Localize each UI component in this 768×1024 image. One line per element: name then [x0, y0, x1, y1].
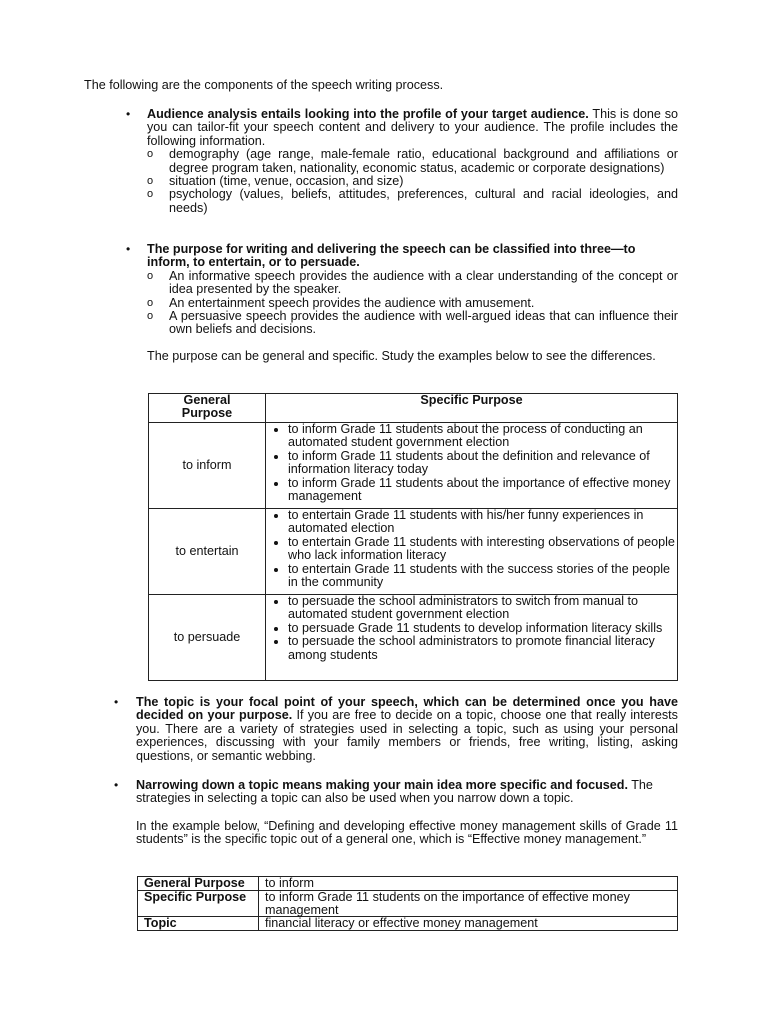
table-row: [138, 917, 678, 931]
topic-table: [137, 876, 678, 931]
purpose-item: [147, 270, 678, 297]
audience-section: [147, 108, 678, 215]
list-item: • to inform Grade 11 students about the process of conducting an automated student government election: [288, 423, 677, 450]
narrowing-heading: Narrowing down a topic means making your main idea more specific and focused.: [136, 778, 628, 792]
narrowing-paragraph: [136, 779, 678, 806]
table-row: [138, 877, 678, 891]
table-row: [138, 890, 678, 917]
narrowing-body: The strategies in selecting a topic can also be used when you narrow down a topic.: [136, 778, 653, 806]
general-purpose-cell: to persuade: [149, 595, 266, 681]
audience-heading: Audience analysis entails looking into the profile of your target audience.: [147, 107, 589, 121]
circle-bullet-icon: o: [147, 296, 154, 309]
purpose-item-text: A persuasive speech provides the audience with well-argued ideas that can influence their own beliefs and decisions.: [169, 309, 678, 337]
topic-table-label: Specific Purpose: [138, 890, 259, 917]
purpose-heading: The purpose for writing and delivering the speech can be classified into three—to inform, to entertain, or to persuade.: [147, 242, 636, 270]
circle-bullet-icon: o: [147, 310, 154, 323]
list-item: • to entertain Grade 11 students with his/her funny experiences in automated election: [288, 509, 677, 536]
audience-paragraph: [147, 108, 678, 148]
specific-purpose-cell: [266, 509, 678, 595]
table-header-specific: Specific Purpose: [266, 394, 678, 423]
bullet-icon: •: [126, 107, 131, 121]
audience-item: [147, 148, 678, 175]
narrowing-section: [136, 779, 678, 847]
topic-table-value: financial literacy or effective money management: [259, 917, 678, 931]
list-item: • to persuade Grade 11 students to develop information literacy skills: [288, 622, 677, 635]
audience-body: This is done so you can tailor-fit your speech content and delivery to your audience. The profile includes the following information.: [147, 107, 678, 148]
table-row: [149, 423, 678, 509]
audience-item-text: psychology (values, beliefs, attitudes, preferences, cultural and racial ideologies, and needs): [169, 187, 678, 215]
topic-table-value: to inform Grade 11 students on the importance of effective money management: [259, 890, 678, 917]
specific-purpose-cell: [266, 595, 678, 681]
purpose-note: The purpose can be general and specific. Study the examples below to see the differences.: [147, 348, 656, 363]
purpose-item: [147, 297, 678, 310]
topic-body: If you are free to decide on a topic, choose one that really interests you. There are a variety of strategies used in selecting a topic, such as using your personal experiences, discussing with your family members or friends, free writing, listing, asking questions, or semantic webbing.: [136, 708, 678, 763]
list-item: • to inform Grade 11 students about the importance of effective money management: [288, 477, 677, 504]
table-header-row: [149, 394, 678, 423]
topic-table-label: General Purpose: [138, 877, 259, 891]
general-purpose-cell: to entertain: [149, 509, 266, 595]
bullet-icon: •: [114, 778, 119, 792]
circle-bullet-icon: o: [147, 175, 154, 188]
narrowing-example: In the example below, “Defining and developing effective money management skills of Grade 11 students” is the specific topic out of a general one, which is “Effective money management.”: [136, 818, 678, 847]
purpose-item-text: An informative speech provides the audience with a clear understanding of the concept or idea presented by the speaker.: [169, 268, 678, 297]
purpose-table: [148, 393, 678, 681]
topic-table-label: Topic: [138, 917, 259, 931]
specific-purpose-cell: [266, 423, 678, 509]
general-purpose-cell: to inform: [149, 423, 266, 509]
bullet-icon: •: [126, 242, 131, 256]
list-item: • to entertain Grade 11 students with the success stories of the people in the community: [288, 563, 677, 590]
audience-item: [147, 188, 678, 215]
circle-bullet-icon: o: [147, 188, 154, 201]
audience-item-text: situation (time, venue, occasion, and size): [169, 174, 404, 189]
purpose-section: [147, 243, 678, 363]
topic-heading: The topic is your focal point of your speech, which can be determined once you have decided on your purpose.: [136, 695, 678, 723]
topic-paragraph: [136, 696, 678, 763]
audience-item: [147, 175, 678, 188]
audience-item-text: demography (age range, male-female ratio, educational background and affiliations or degree program taken, nationality, economic status, academic or corporate designations): [169, 147, 678, 175]
topic-table-value: to inform: [259, 877, 678, 891]
intro-text: The following are the components of the speech writing process.: [84, 78, 444, 92]
purpose-item-text: An entertainment speech provides the audience with amusement.: [169, 295, 535, 310]
list-item: • to persuade the school administrators to switch from manual to automated student government election: [288, 595, 677, 622]
purpose-item: [147, 310, 678, 337]
table-row: [149, 595, 678, 681]
circle-bullet-icon: o: [147, 269, 154, 282]
bullet-icon: •: [114, 695, 119, 709]
list-item: • to persuade the school administrators to promote financial literacy among students: [288, 635, 677, 662]
table-row: [149, 509, 678, 595]
list-item: • to entertain Grade 11 students with interesting observations of people who lack information literacy: [288, 536, 677, 563]
table-header-general: General Purpose: [149, 394, 266, 423]
circle-bullet-icon: o: [147, 148, 154, 161]
list-item: • to inform Grade 11 students about the definition and relevance of information literacy today: [288, 450, 677, 477]
